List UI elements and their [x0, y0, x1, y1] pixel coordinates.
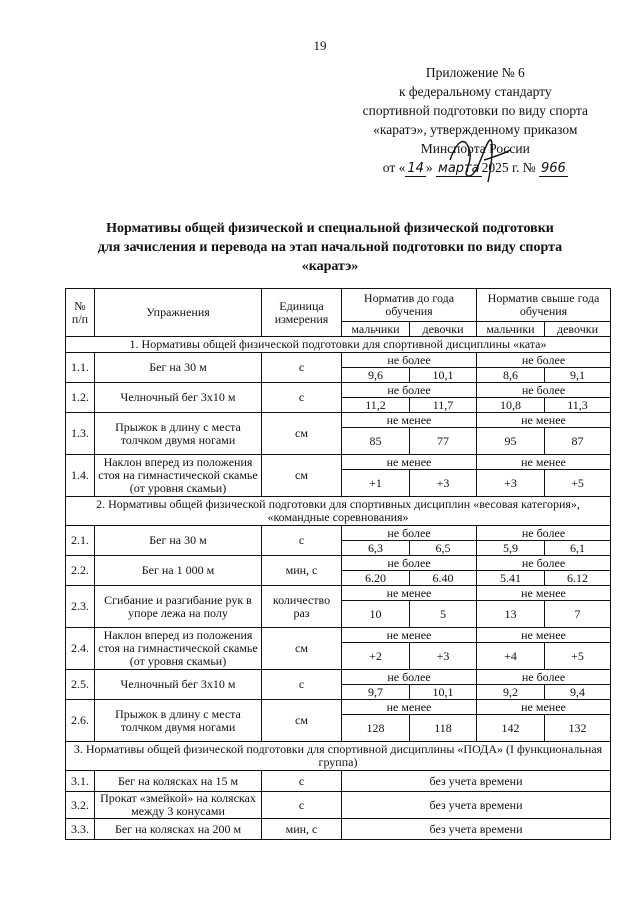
row-exercise: Наклон вперед из положения стоя на гимнастической скамье (от уровня скамьи): [95, 628, 262, 670]
value-girls-up-to-year: 11,7: [410, 398, 477, 413]
row-unit: с: [262, 771, 342, 792]
value-boys-over-year: 9,2: [477, 685, 545, 700]
value-girls-over-year: +5: [545, 643, 611, 670]
table-row: [66, 628, 611, 643]
section-title: 1. Нормативы общей физической подготовки для спортивной дисциплины «ката»: [66, 337, 611, 353]
header-exercise: Упражнения: [95, 289, 262, 337]
table-row: [66, 771, 611, 792]
value-girls-over-year: 87: [545, 428, 611, 455]
row-unit: с: [262, 670, 342, 700]
title-line: Нормативы общей физической и специальной физической подготовки: [106, 221, 554, 236]
row-condition-up-to-year: не менее: [342, 586, 477, 601]
norms-table: [65, 288, 611, 840]
value-girls-up-to-year: 10,1: [410, 368, 477, 383]
section-title: 2. Нормативы общей физической подготовки для спортивных дисциплин «весовая категория», «командные соревнования»: [66, 497, 611, 526]
title-line: «каратэ»: [301, 259, 359, 274]
row-condition-over-year: не менее: [477, 700, 611, 715]
row-unit: мин, с: [262, 556, 342, 586]
value-boys-over-year: 95: [477, 428, 545, 455]
section-row: [66, 742, 611, 771]
value-boys-up-to-year: 6,3: [342, 541, 410, 556]
date-year: 2025 г. №: [481, 160, 536, 175]
value-boys-up-to-year: 85: [342, 428, 410, 455]
header-girls: девочки: [545, 322, 611, 337]
value-girls-up-to-year: 77: [410, 428, 477, 455]
value-boys-over-year: 13: [477, 601, 545, 628]
row-condition-over-year: не более: [477, 526, 611, 541]
appendix-line: «каратэ», утвержденному приказом: [373, 122, 578, 137]
value-girls-up-to-year: 6,5: [410, 541, 477, 556]
value-boys-over-year: 10,8: [477, 398, 545, 413]
table-row: [66, 455, 611, 470]
row-condition-over-year: не менее: [477, 413, 611, 428]
header-unit: Единица измерения: [262, 289, 342, 337]
row-unit: с: [262, 353, 342, 383]
table-row: [66, 586, 611, 601]
row-condition-over-year: не более: [477, 353, 611, 368]
table-row: [66, 700, 611, 715]
row-num: 1.3.: [66, 413, 95, 455]
norms-table-body: [66, 289, 611, 840]
row-condition-up-to-year: не менее: [342, 700, 477, 715]
row-condition-up-to-year: не менее: [342, 455, 477, 470]
value-boys-up-to-year: 11,2: [342, 398, 410, 413]
value-boys-over-year: 142: [477, 715, 545, 742]
value-boys-up-to-year: +1: [342, 470, 410, 497]
date-month: марта: [438, 161, 480, 176]
appendix-line: к федеральному стандарту: [398, 84, 552, 99]
table-row: [66, 556, 611, 571]
row-exercise: Бег на 30 м: [95, 526, 262, 556]
row-exercise: Прыжок в длину с места толчком двумя ногами: [95, 700, 262, 742]
date-day: 14: [407, 161, 424, 176]
appendix-line: Приложение № 6: [425, 65, 525, 80]
row-unit: см: [262, 413, 342, 455]
row-num: 2.6.: [66, 700, 95, 742]
row-num: 1.4.: [66, 455, 95, 497]
section-title: 3. Нормативы общей физической подготовки для спортивной дисциплины «ПОДА» (I функциональная группа): [66, 742, 611, 771]
row-unit: с: [262, 792, 342, 819]
row-exercise: Челночный бег 3x10 м: [95, 383, 262, 413]
row-exercise: Челночный бег 3x10 м: [95, 670, 262, 700]
value-boys-up-to-year: 10: [342, 601, 410, 628]
value-girls-over-year: 132: [545, 715, 611, 742]
document-title: [60, 219, 600, 276]
title-line: для зачисления и перевода на этап начальной подготовки по виду спорта: [97, 240, 563, 255]
row-exercise: Бег на 30 м: [95, 353, 262, 383]
row-condition-over-year: не более: [477, 670, 611, 685]
row-num: 1.2.: [66, 383, 95, 413]
row-condition-up-to-year: не менее: [342, 628, 477, 643]
row-unit: мин, с: [262, 819, 342, 840]
row-condition-up-to-year: не более: [342, 383, 477, 398]
row-num: 3.3.: [66, 819, 95, 840]
row-num: 2.3.: [66, 586, 95, 628]
row-value: без учета времени: [342, 771, 611, 792]
row-unit: см: [262, 628, 342, 670]
header-up-to-year: Норматив до года обучения: [342, 289, 477, 322]
value-girls-over-year: 6,1: [545, 541, 611, 556]
row-exercise: Сгибание и разгибание рук в упоре лежа на полу: [95, 586, 262, 628]
value-girls-up-to-year: 5: [410, 601, 477, 628]
row-condition-up-to-year: не более: [342, 556, 477, 571]
table-row: [66, 526, 611, 541]
section-row: [66, 337, 611, 353]
header-girls: девочки: [410, 322, 477, 337]
table-row: [66, 792, 611, 819]
row-exercise: Прокат «змейкой» на колясках между 3 конусами: [95, 792, 262, 819]
row-num: 3.2.: [66, 792, 95, 819]
value-boys-up-to-year: 6.20: [342, 571, 410, 586]
row-num: 3.1.: [66, 771, 95, 792]
value-boys-over-year: 8,6: [477, 368, 545, 383]
value-girls-up-to-year: 10,1: [410, 685, 477, 700]
row-condition-up-to-year: не более: [342, 670, 477, 685]
value-boys-over-year: +3: [477, 470, 545, 497]
page-number: 19: [313, 38, 327, 53]
value-girls-up-to-year: 6.40: [410, 571, 477, 586]
value-girls-over-year: 7: [545, 601, 611, 628]
table-row: [66, 670, 611, 685]
date-prefix: от «: [382, 160, 406, 175]
value-girls-up-to-year: +3: [410, 470, 477, 497]
date-number: 966: [541, 161, 566, 176]
row-unit: с: [262, 383, 342, 413]
table-row: [66, 353, 611, 368]
value-boys-over-year: +4: [477, 643, 545, 670]
value-girls-over-year: +5: [545, 470, 611, 497]
table-row: [66, 383, 611, 398]
header-row: [66, 289, 611, 322]
row-unit: с: [262, 526, 342, 556]
value-boys-over-year: 5.41: [477, 571, 545, 586]
value-boys-up-to-year: 9,7: [342, 685, 410, 700]
value-girls-over-year: 6.12: [545, 571, 611, 586]
row-condition-over-year: не менее: [477, 628, 611, 643]
value-boys-over-year: 5,9: [477, 541, 545, 556]
value-boys-up-to-year: 9,6: [342, 368, 410, 383]
row-unit: количество раз: [262, 586, 342, 628]
date-mid: »: [425, 160, 433, 175]
row-unit: см: [262, 700, 342, 742]
table-row: [66, 413, 611, 428]
header-over-year: Норматив свыше года обучения: [477, 289, 611, 322]
row-num: 2.5.: [66, 670, 95, 700]
row-exercise: Бег на 1 000 м: [95, 556, 262, 586]
row-unit: см: [262, 455, 342, 497]
table-row: [66, 819, 611, 840]
row-exercise: Бег на колясках на 200 м: [95, 819, 262, 840]
appendix-line: Минспорта России: [420, 141, 530, 156]
row-condition-up-to-year: не более: [342, 526, 477, 541]
row-num: 2.2.: [66, 556, 95, 586]
row-value: без учета времени: [342, 792, 611, 819]
row-num: 2.4.: [66, 628, 95, 670]
appendix-line: спортивной подготовки по виду спорта: [362, 103, 588, 118]
row-exercise: Наклон вперед из положения стоя на гимнастической скамье (от уровня скамьи): [95, 455, 262, 497]
row-condition-over-year: не более: [477, 383, 611, 398]
value-girls-up-to-year: +3: [410, 643, 477, 670]
value-girls-over-year: 11,3: [545, 398, 611, 413]
header-num: № п/п: [66, 289, 95, 337]
section-row: [66, 497, 611, 526]
header-boys: мальчики: [342, 322, 410, 337]
row-value: без учета времени: [342, 819, 611, 840]
row-condition-over-year: не менее: [477, 455, 611, 470]
row-num: 1.1.: [66, 353, 95, 383]
value-boys-up-to-year: +2: [342, 643, 410, 670]
signature-icon: [444, 130, 514, 188]
row-exercise: Бег на колясках на 15 м: [95, 771, 262, 792]
row-condition-over-year: не более: [477, 556, 611, 571]
header-boys: мальчики: [477, 322, 545, 337]
value-boys-up-to-year: 128: [342, 715, 410, 742]
value-girls-over-year: 9,1: [545, 368, 611, 383]
row-num: 2.1.: [66, 526, 95, 556]
row-condition-up-to-year: не менее: [342, 413, 477, 428]
value-girls-over-year: 9,4: [545, 685, 611, 700]
value-girls-up-to-year: 118: [410, 715, 477, 742]
row-exercise: Прыжок в длину с места толчком двумя ногами: [95, 413, 262, 455]
row-condition-over-year: не менее: [477, 586, 611, 601]
row-condition-up-to-year: не более: [342, 353, 477, 368]
